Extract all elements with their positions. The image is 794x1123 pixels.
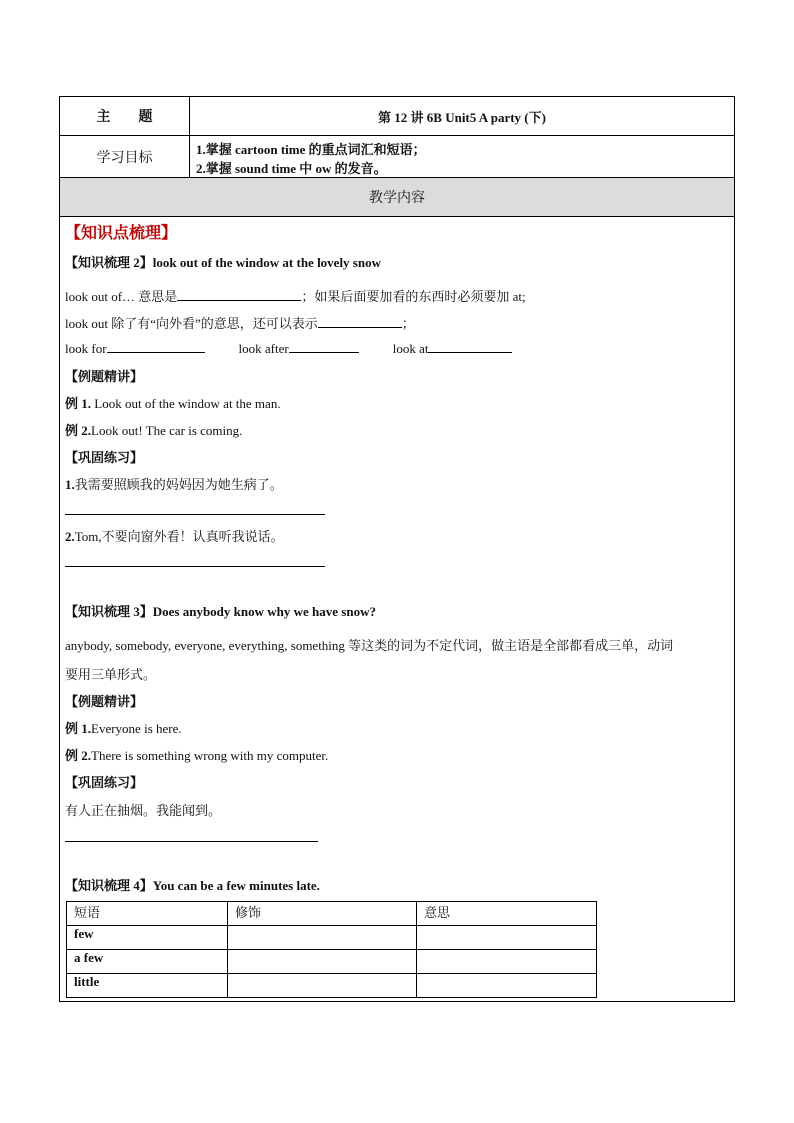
worksheet-frame bbox=[59, 96, 735, 1002]
answer-line[interactable] bbox=[65, 841, 318, 842]
look-for-label: look for bbox=[65, 341, 107, 356]
table-cell-blank[interactable] bbox=[417, 950, 597, 974]
point2-line1-a: look out of… 意思是 bbox=[65, 289, 178, 304]
practice-question-1 bbox=[65, 474, 283, 493]
practice-question: 有人正在抽烟。我能闻到。 bbox=[65, 803, 222, 818]
practice-heading: 【巩固练习】 bbox=[65, 775, 144, 790]
answer-line[interactable] bbox=[65, 514, 325, 515]
example-text: Everyone is here. bbox=[91, 721, 182, 736]
practice-question-2 bbox=[65, 526, 284, 545]
example-1 bbox=[65, 718, 182, 737]
example-2 bbox=[65, 420, 242, 439]
section-title: 【知识点梳理】 bbox=[65, 225, 178, 242]
point2-heading: 【知识梳理 2】look out of the window at the lovely snow bbox=[65, 255, 381, 270]
examples-heading: 【例题精讲】 bbox=[65, 369, 144, 384]
example-label: 例 1. bbox=[65, 396, 92, 411]
point3-text-line2: 要用三单形式。 bbox=[65, 667, 157, 682]
question-text: Tom,不要向窗外看！认真听我说话。 bbox=[74, 529, 284, 544]
goals-label: 学习目标 bbox=[60, 136, 190, 177]
topic-value: 第 12 讲 6B Unit5 A party (下) bbox=[378, 109, 546, 125]
practice-heading: 【巩固练习】 bbox=[65, 450, 144, 465]
table-cell-blank[interactable] bbox=[417, 974, 597, 998]
content-body bbox=[60, 217, 734, 1001]
blank-field[interactable] bbox=[177, 288, 301, 301]
goal-item: 2.掌握 sound time 中 ow 的发音。 bbox=[196, 161, 387, 176]
table-cell-blank[interactable] bbox=[228, 950, 417, 974]
table-cell-blank[interactable] bbox=[417, 926, 597, 950]
point2-line1-b: ；如果后面要加看的东西时必须要加 at; bbox=[301, 289, 526, 304]
example-1 bbox=[65, 393, 281, 412]
point4-heading: 【知识梳理 4】You can be a few minutes late. bbox=[65, 878, 320, 893]
look-at-label: look at bbox=[392, 341, 429, 356]
content-header: 教学内容 bbox=[60, 178, 734, 217]
question-text: 我需要照顾我的妈妈因为她生病了。 bbox=[74, 477, 283, 492]
blank-field[interactable] bbox=[428, 340, 512, 353]
point2-line2-b: ； bbox=[401, 316, 415, 331]
table-header-cell: 修饰 bbox=[228, 902, 417, 926]
table-row bbox=[67, 950, 597, 974]
table-cell-phrase: a few bbox=[67, 950, 228, 974]
table-cell-blank[interactable] bbox=[228, 926, 417, 950]
table-cell-phrase: few bbox=[67, 926, 228, 950]
examples-heading: 【例题精讲】 bbox=[65, 694, 144, 709]
answer-line[interactable] bbox=[65, 566, 325, 567]
point2-line1 bbox=[65, 286, 526, 305]
point3-text-line1: anybody, somebody, everyone, everything, something 等这类的词为不定代词，做主语是全部都看成三单，动词 bbox=[65, 638, 674, 653]
example-2 bbox=[65, 745, 328, 764]
topic-label: 主 题 bbox=[60, 97, 190, 135]
table-header-row bbox=[67, 902, 597, 926]
example-text: Look out! The car is coming. bbox=[91, 423, 243, 438]
table-cell-blank[interactable] bbox=[228, 974, 417, 998]
goals-content bbox=[190, 136, 734, 177]
table-header-cell: 意思 bbox=[417, 902, 597, 926]
example-label: 例 2. bbox=[65, 423, 92, 438]
point3-heading: 【知识梳理 3】Does anybody know why we have snow? bbox=[65, 604, 376, 619]
point2-line3 bbox=[65, 340, 512, 357]
question-number: 1. bbox=[65, 477, 75, 492]
example-label: 例 1. bbox=[65, 721, 92, 736]
table-cell-phrase: little bbox=[67, 974, 228, 998]
look-after-label: look after bbox=[238, 341, 289, 356]
goal-item: 1.掌握 cartoon time 的重点词汇和短语； bbox=[196, 142, 426, 157]
blank-field[interactable] bbox=[289, 340, 359, 353]
topic-row bbox=[60, 97, 734, 136]
table-header-cell: 短语 bbox=[67, 902, 228, 926]
example-label: 例 2. bbox=[65, 748, 92, 763]
point2-line2-a: look out 除了有“向外看”的意思，还可以表示 bbox=[65, 316, 318, 331]
example-text: There is something wrong with my computer. bbox=[91, 748, 329, 763]
table-row bbox=[67, 926, 597, 950]
table-row bbox=[67, 974, 597, 998]
question-number: 2. bbox=[65, 529, 75, 544]
point2-line2 bbox=[65, 313, 415, 332]
goals-row bbox=[60, 136, 734, 178]
example-text: Look out of the window at the man. bbox=[91, 396, 281, 411]
blank-field[interactable] bbox=[318, 315, 402, 328]
phrase-table bbox=[66, 901, 597, 998]
blank-field[interactable] bbox=[107, 340, 205, 353]
